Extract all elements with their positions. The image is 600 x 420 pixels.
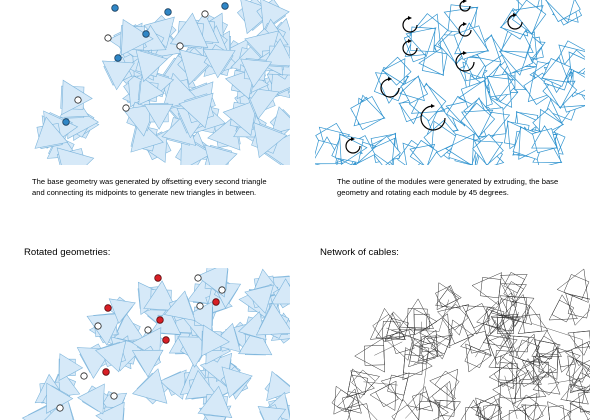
node-white <box>81 373 87 379</box>
cable-triangle <box>501 405 526 420</box>
node-blue <box>115 55 122 62</box>
base-geometry-diagram <box>20 0 290 165</box>
outline-diagram <box>315 0 585 165</box>
rotated-geometries-panel <box>20 268 290 420</box>
rotated-geometries-heading: Rotated geometries: <box>24 247 111 258</box>
cable-triangle <box>568 356 590 387</box>
node-white <box>195 275 201 281</box>
module-outline-square <box>351 97 384 130</box>
cable-triangle <box>466 344 492 372</box>
cable-line <box>374 342 402 356</box>
node-blue <box>112 5 119 12</box>
cable-square <box>569 365 590 392</box>
rotated-module-triangle <box>59 354 83 381</box>
rotation-arrowhead <box>408 16 412 20</box>
outline-caption: The outline of the modules were generated by extruding, the base geometry and rotating each module by 45 degrees. <box>337 177 559 197</box>
node-white <box>145 327 151 333</box>
node-red <box>163 337 170 344</box>
node-blue <box>165 9 172 16</box>
node-white <box>177 43 183 49</box>
node-red <box>155 275 162 282</box>
node-red <box>157 317 164 324</box>
node-white <box>202 11 208 17</box>
cable-triangle <box>532 331 562 357</box>
node-red <box>105 305 112 312</box>
node-blue <box>63 119 70 126</box>
node-white <box>197 303 203 309</box>
cable-square <box>468 331 490 353</box>
base-geometry-caption: The base geometry was generated by offsetting every second triangle and connecting its midpoints to generate new triangles in between. <box>32 177 267 197</box>
rotation-arrowhead <box>463 0 467 3</box>
cable-square <box>432 386 456 410</box>
cable-triangle <box>355 338 385 372</box>
cable-line <box>414 344 441 364</box>
cable-square <box>579 391 590 412</box>
rotation-arrow-arc <box>403 18 417 32</box>
cable-line <box>548 378 583 384</box>
node-white <box>105 35 111 41</box>
node-blue <box>143 31 150 38</box>
cable-network-diagram <box>320 268 590 420</box>
network-of-cables-heading: Network of cables: <box>320 247 399 258</box>
node-white <box>219 287 225 293</box>
cable-triangle <box>345 396 378 420</box>
cable-square <box>548 406 564 420</box>
cable-triangle <box>472 273 502 305</box>
cable-square <box>388 375 408 395</box>
node-blue <box>222 3 229 10</box>
cable-line <box>582 340 583 379</box>
node-white <box>123 105 129 111</box>
cable-line <box>364 382 398 385</box>
cable-triangle <box>430 369 458 399</box>
cable-line <box>391 329 398 330</box>
rotated-module-triangle <box>267 371 290 400</box>
base-geometry-panel <box>20 0 290 165</box>
node-white <box>57 405 63 411</box>
node-white <box>111 393 117 399</box>
cable-square <box>419 401 439 420</box>
outline-panel <box>315 0 585 165</box>
node-red <box>103 369 110 376</box>
node-white <box>95 323 101 329</box>
cable-triangle <box>518 306 548 333</box>
cable-network-panel <box>320 268 590 420</box>
cable-triangle <box>460 400 486 420</box>
node-white <box>75 97 81 103</box>
node-red <box>213 299 220 306</box>
rotated-geometries-diagram <box>20 268 290 420</box>
cable-triangle <box>548 402 572 420</box>
